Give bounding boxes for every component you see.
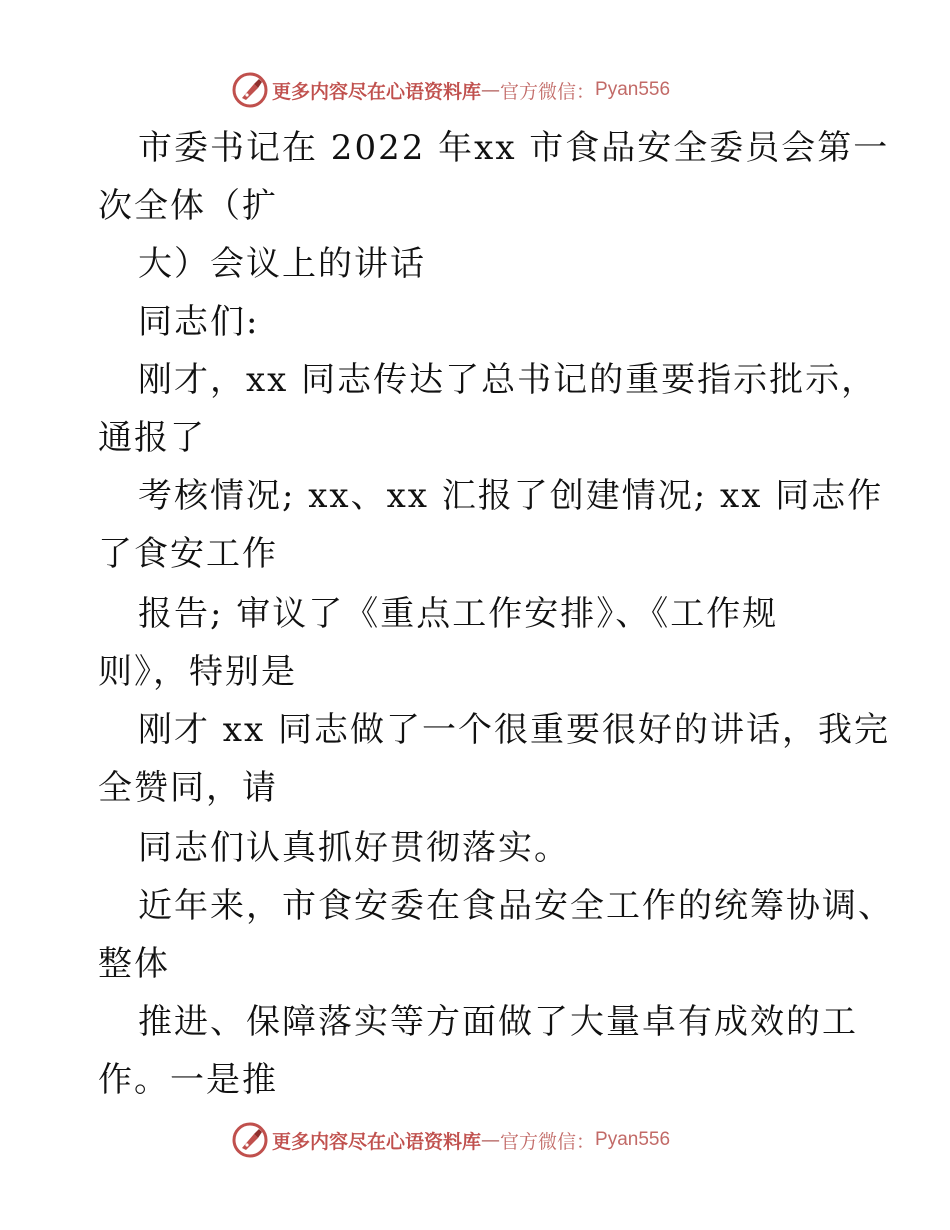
banner-account: Pyan556 — [595, 1129, 671, 1150]
banner-source-text: 更多内容尽在心语资料库 — [272, 1130, 482, 1153]
paragraph-line: 了食安工作 — [98, 534, 278, 574]
paragraph-line: 整体 — [98, 944, 170, 984]
banner-account: Pyan556 — [595, 79, 671, 100]
paragraph-line: 作。一是推 — [98, 1060, 278, 1100]
document-title-line-1: 市委书记在 2022 年xx 市食品安全委员会第一 — [138, 128, 890, 168]
pen-nib-logo-icon — [232, 1122, 268, 1158]
banner-separator: — — [481, 1129, 501, 1151]
paragraph-line: 通报了 — [98, 418, 206, 458]
banner-separator: — — [481, 79, 501, 101]
paragraph-line: 刚才 xx 同志做了一个很重要很好的讲话，我完 — [138, 710, 890, 750]
paragraph-line: 全赞同，请 — [98, 768, 278, 808]
paragraph-line: 则》，特别是 — [98, 652, 297, 692]
paragraph-line: 近年来，市食安委在食品安全工作的统筹协调、 — [138, 886, 894, 926]
paragraph-line: 报告; 审议了《重点工作安排》、《工作规 — [138, 594, 779, 634]
footer-banner — [232, 1120, 670, 1160]
banner-wechat-label: 官方微信： — [500, 80, 596, 103]
paragraph-line: 刚才，xx 同志传达了总书记的重要指示批示， — [138, 360, 878, 400]
pen-nib-logo-icon — [232, 72, 268, 108]
banner-wechat-label: 官方微信： — [500, 1130, 596, 1153]
document-title-line-2: 次全体（扩 — [98, 186, 278, 226]
paragraph-line: 考核情况; xx、xx 汇报了创建情况; xx 同志作 — [138, 476, 884, 516]
paragraph-line: 同志们认真抓好贯彻落实。 — [138, 828, 570, 868]
paragraph-line: 推进、保障落实等方面做了大量卓有成效的工 — [138, 1002, 858, 1042]
document-title-line-3: 大）会议上的讲话 — [138, 244, 426, 284]
header-banner — [232, 70, 670, 110]
banner-source-text: 更多内容尽在心语资料库 — [272, 80, 482, 103]
salutation: 同志们: — [138, 302, 260, 342]
